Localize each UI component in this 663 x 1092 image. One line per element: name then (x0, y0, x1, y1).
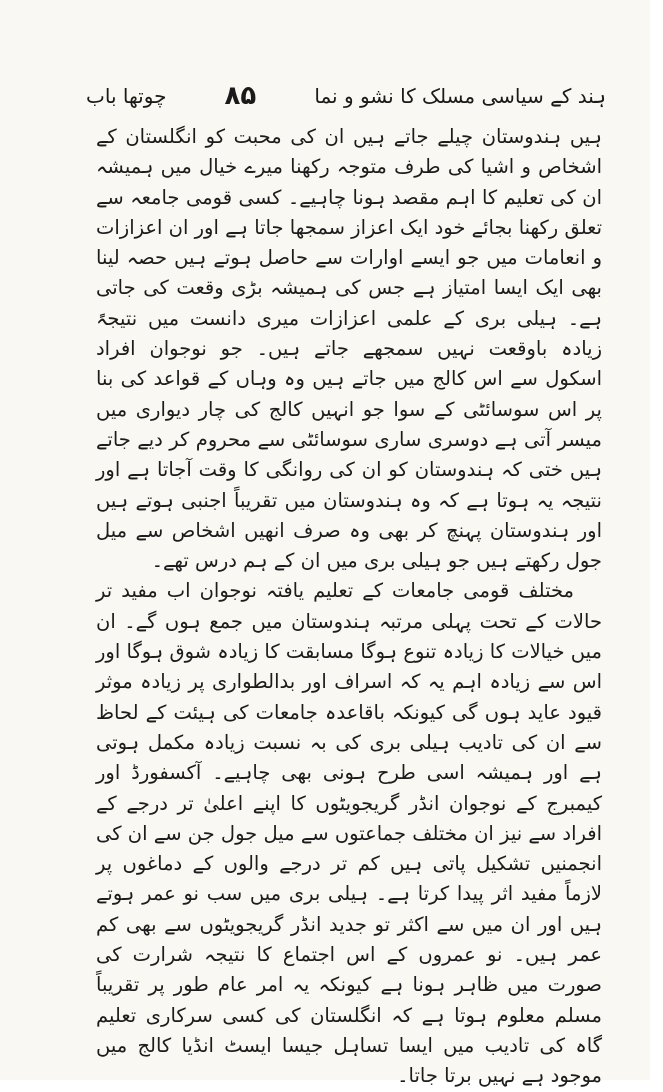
body-text (96, 122, 602, 1092)
paragraph-1: ہیں ہندوستان چیلے جاتے ہیں ان کی محبت کو انگلستان کے اشخاص و اشیا کی طرف متوجہ رکھنا میرے خیال میں ہمیشہ ان کی تعلیم کا اہم مقصد ہونا چاہیے۔ کسی قومی جامعہ سے تعلق رکھنا بجائے خود ایک اعزاز سمجھا جاتا ہے اور ان اعزازات و انعامات میں جو ایسے اوارات سے حاصل ہوتے ہیں حصہ لینا بھی ایک ایسا امتیاز ہے جس کی ہمیشہ بڑی وقعت کی جاتی ہے۔ ہیلی بری کے علمی اعزازات میری دانست میں نتیجہً زیادہ باوقعت نہیں سمجھے جاتے ہیں۔ جو نوجوان افراد اسکول سے اس کالج میں جاتے ہیں وہ وہاں کے قواعد کی بنا پر اس سوسائٹی کے سوا جو انہیں کالج کی چار دیواری میں میسر آتی ہے دوسری ساری سوسائٹی سے محروم کر دیے جاتے ہیں ختی کہ ہندوستان کو ان کی روانگی کا وقت آجاتا ہے اور نتیجہ یہ ہوتا ہے کہ وہ ہندوستان میں تقریباً اجنبی ہوتے ہیں اور ہندوستان پہنچ کر بھی وہ صرف انھیں اشخاص سے میل جول رکھتے ہیں جو ہیلی بری میں ان کے ہم درس تھے۔ (96, 125, 602, 573)
running-title: ہند کے سیاسی مسلک کا نشو و نما (314, 84, 606, 108)
chapter-label: چوتھا باب (86, 84, 167, 108)
page-edge (650, 0, 663, 1080)
running-header (86, 74, 606, 118)
page-number: ۸۵ (224, 81, 257, 111)
paragraph-2: مختلف قومی جامعات کے تعلیم یافتہ نوجوان اب مفید تر حالات کے تحت پہلی مرتبہ ہندوستان میں جمع ہوں گے۔ ان میں خیالات کا زیادہ تنوع ہوگا مسابقت کا زیادہ شوق ہوگا اور اس سے زیادہ اہم یہ کہ اسراف اور بدالطواری پر زیادہ موثر قیود عاید ہوں گی کیونکہ باقاعدہ جامعات کی ہیئت کے لحاظ سے ان کی تادیب ہیلی بری کی بہ نسبت زیادہ مکمل ہوتی ہے اور ہمیشہ اسی طرح ہونی بھی چاہیے۔ آکسفورڈ اور کیمبرج کے نوجوان انڈر گریجویٹوں کا اپنے اعلیٰ تر درجے کے افراد سے نیز ان مختلف جماعتوں سے میل جول جن سے ان کی انجمنیں تشکیل پاتی ہیں کم تر درجے والوں کے دماغوں پر لازماً مفید اثر پیدا کرتا ہے۔ ہیلی بری میں سب نو عمر ہوتے ہیں اور ان میں سے اکثر تو جدید انڈر گریجویٹوں سے بھی کم عمر ہیں۔ نو عمروں کے اس اجتماع کا نتیجہ شرارت کی صورت میں ظاہر ہونا ہے کیونکہ یہ امر عام طور پر تقریباً مسلم معلوم ہوتا ہے کہ انگلستان کی کسی سرکاری تعلیم گاہ کی تادیب میں ایسا تساہل جیسا ایسٹ انڈیا کالج میں موجود ہے نہیں برتا جاتا۔ (96, 579, 602, 1088)
